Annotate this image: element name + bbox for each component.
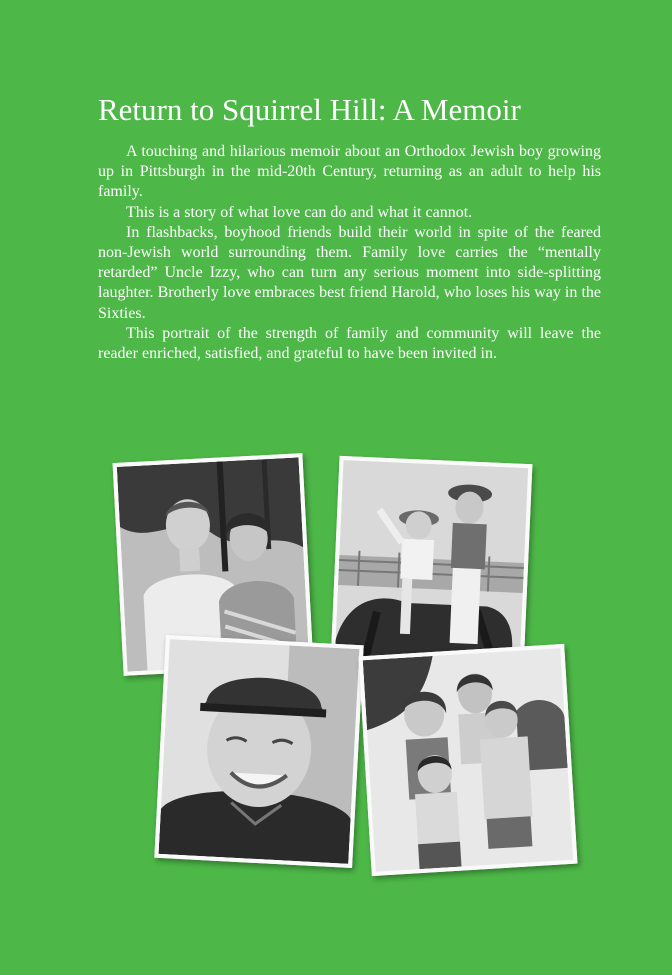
description-paragraph: This portrait of the strength of family and community will leave the reader enriched, satisfied, and grateful to have been invited in. — [98, 324, 601, 363]
description-paragraph: In flashbacks, boyhood friends build their world in spite of the feared non-Jewish world surrounding them. Family love carries the “mentally retarded” Uncle Izzy, who can turn any serious moment into side-splitting laughter. Brotherly love embraces best friend Harold, who loses his way in the Sixties. — [98, 223, 601, 322]
description-paragraph: A touching and hilarious memoir about an Orthodox Jewish boy growing up in Pittsburgh in the mid-20th Century, returning as an adult to help his family. — [98, 143, 601, 201]
photo-family-beach — [358, 644, 577, 876]
book-description — [98, 142, 601, 364]
photo-man-in-cap — [154, 635, 363, 868]
description-paragraph: This is a story of what love can do and what it cannot. — [126, 203, 473, 221]
photo-boys-on-pony — [331, 456, 533, 672]
book-title: Return to Squirrel Hill: A Memoir — [98, 92, 521, 127]
